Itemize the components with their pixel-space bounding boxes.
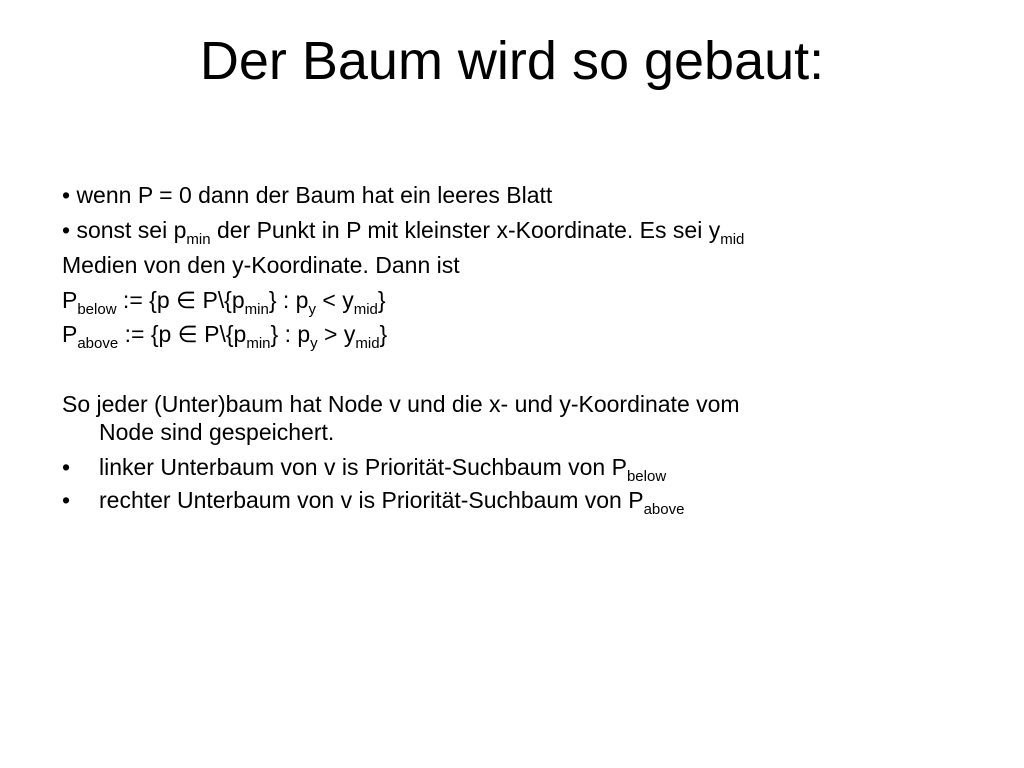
formula-above-b-sub: y: [310, 335, 318, 352]
list-item-2-sub: above: [643, 501, 685, 518]
formula-p-below: [62, 287, 386, 317]
subscript-mid: mid: [720, 231, 745, 248]
subscript-min: min: [186, 231, 211, 248]
formula-above-a-sub: min: [246, 335, 271, 352]
formula-p-above: [62, 321, 387, 351]
list-item-1-sub: below: [626, 468, 667, 485]
formula-below-d: }: [377, 287, 386, 313]
bullet-empty-tree-text: • wenn P = 0 dann der Baum hat ein leeres Blatt: [62, 182, 553, 208]
list-item-left-subtree: [99, 454, 666, 484]
formula-above-p-sub: above: [77, 335, 119, 352]
formula-below-p: P: [62, 287, 78, 313]
bullet-empty-tree: [62, 182, 552, 208]
paragraph-line-1: [62, 391, 740, 417]
paragraph-line-2: [99, 419, 334, 445]
formula-above-c-sub: mid: [355, 335, 380, 352]
list-item-right-subtree: [99, 487, 684, 517]
slide-title: Der Baum wird so gebaut:: [199, 31, 825, 91]
formula-below-a-sub: min: [244, 301, 269, 318]
median-line-text: Medien von den y-Koordinate. Dann ist: [62, 252, 460, 278]
formula-above-a: := {p ∈ P\{p: [118, 321, 247, 347]
bullet-pmin-text-pre: • sonst sei p: [62, 217, 187, 243]
formula-above-b: } : p: [270, 321, 311, 347]
paragraph-line-1-text: So jeder (Unter)baum hat Node v und die x- und y-Koordinate vom: [62, 391, 740, 417]
list-bullet-2: •: [62, 487, 71, 513]
formula-below-c: < y: [315, 287, 354, 313]
formula-above-d: }: [379, 321, 388, 347]
formula-below-b: } : p: [268, 287, 309, 313]
paragraph-line-2-text: Node sind gespeichert.: [99, 419, 335, 445]
median-line: [62, 252, 460, 278]
list-item-2-text: rechter Unterbaum von v is Priorität-Suchbaum von P: [99, 487, 644, 513]
formula-above-p: P: [62, 321, 78, 347]
list-item-1-text: linker Unterbaum von v is Priorität-Suchbaum von P: [99, 454, 627, 480]
formula-above-c: > y: [317, 321, 356, 347]
formula-below-a: := {p ∈ P\{p: [116, 287, 245, 313]
formula-below-p-sub: below: [77, 301, 117, 318]
formula-below-c-sub: mid: [353, 301, 378, 318]
bullet-pmin: [62, 217, 744, 247]
list-bullet-1: •: [62, 454, 71, 480]
bullet-pmin-text-mid: der Punkt in P mit kleinster x-Koordinate. Es sei y: [210, 217, 721, 243]
formula-below-b-sub: y: [308, 301, 316, 318]
